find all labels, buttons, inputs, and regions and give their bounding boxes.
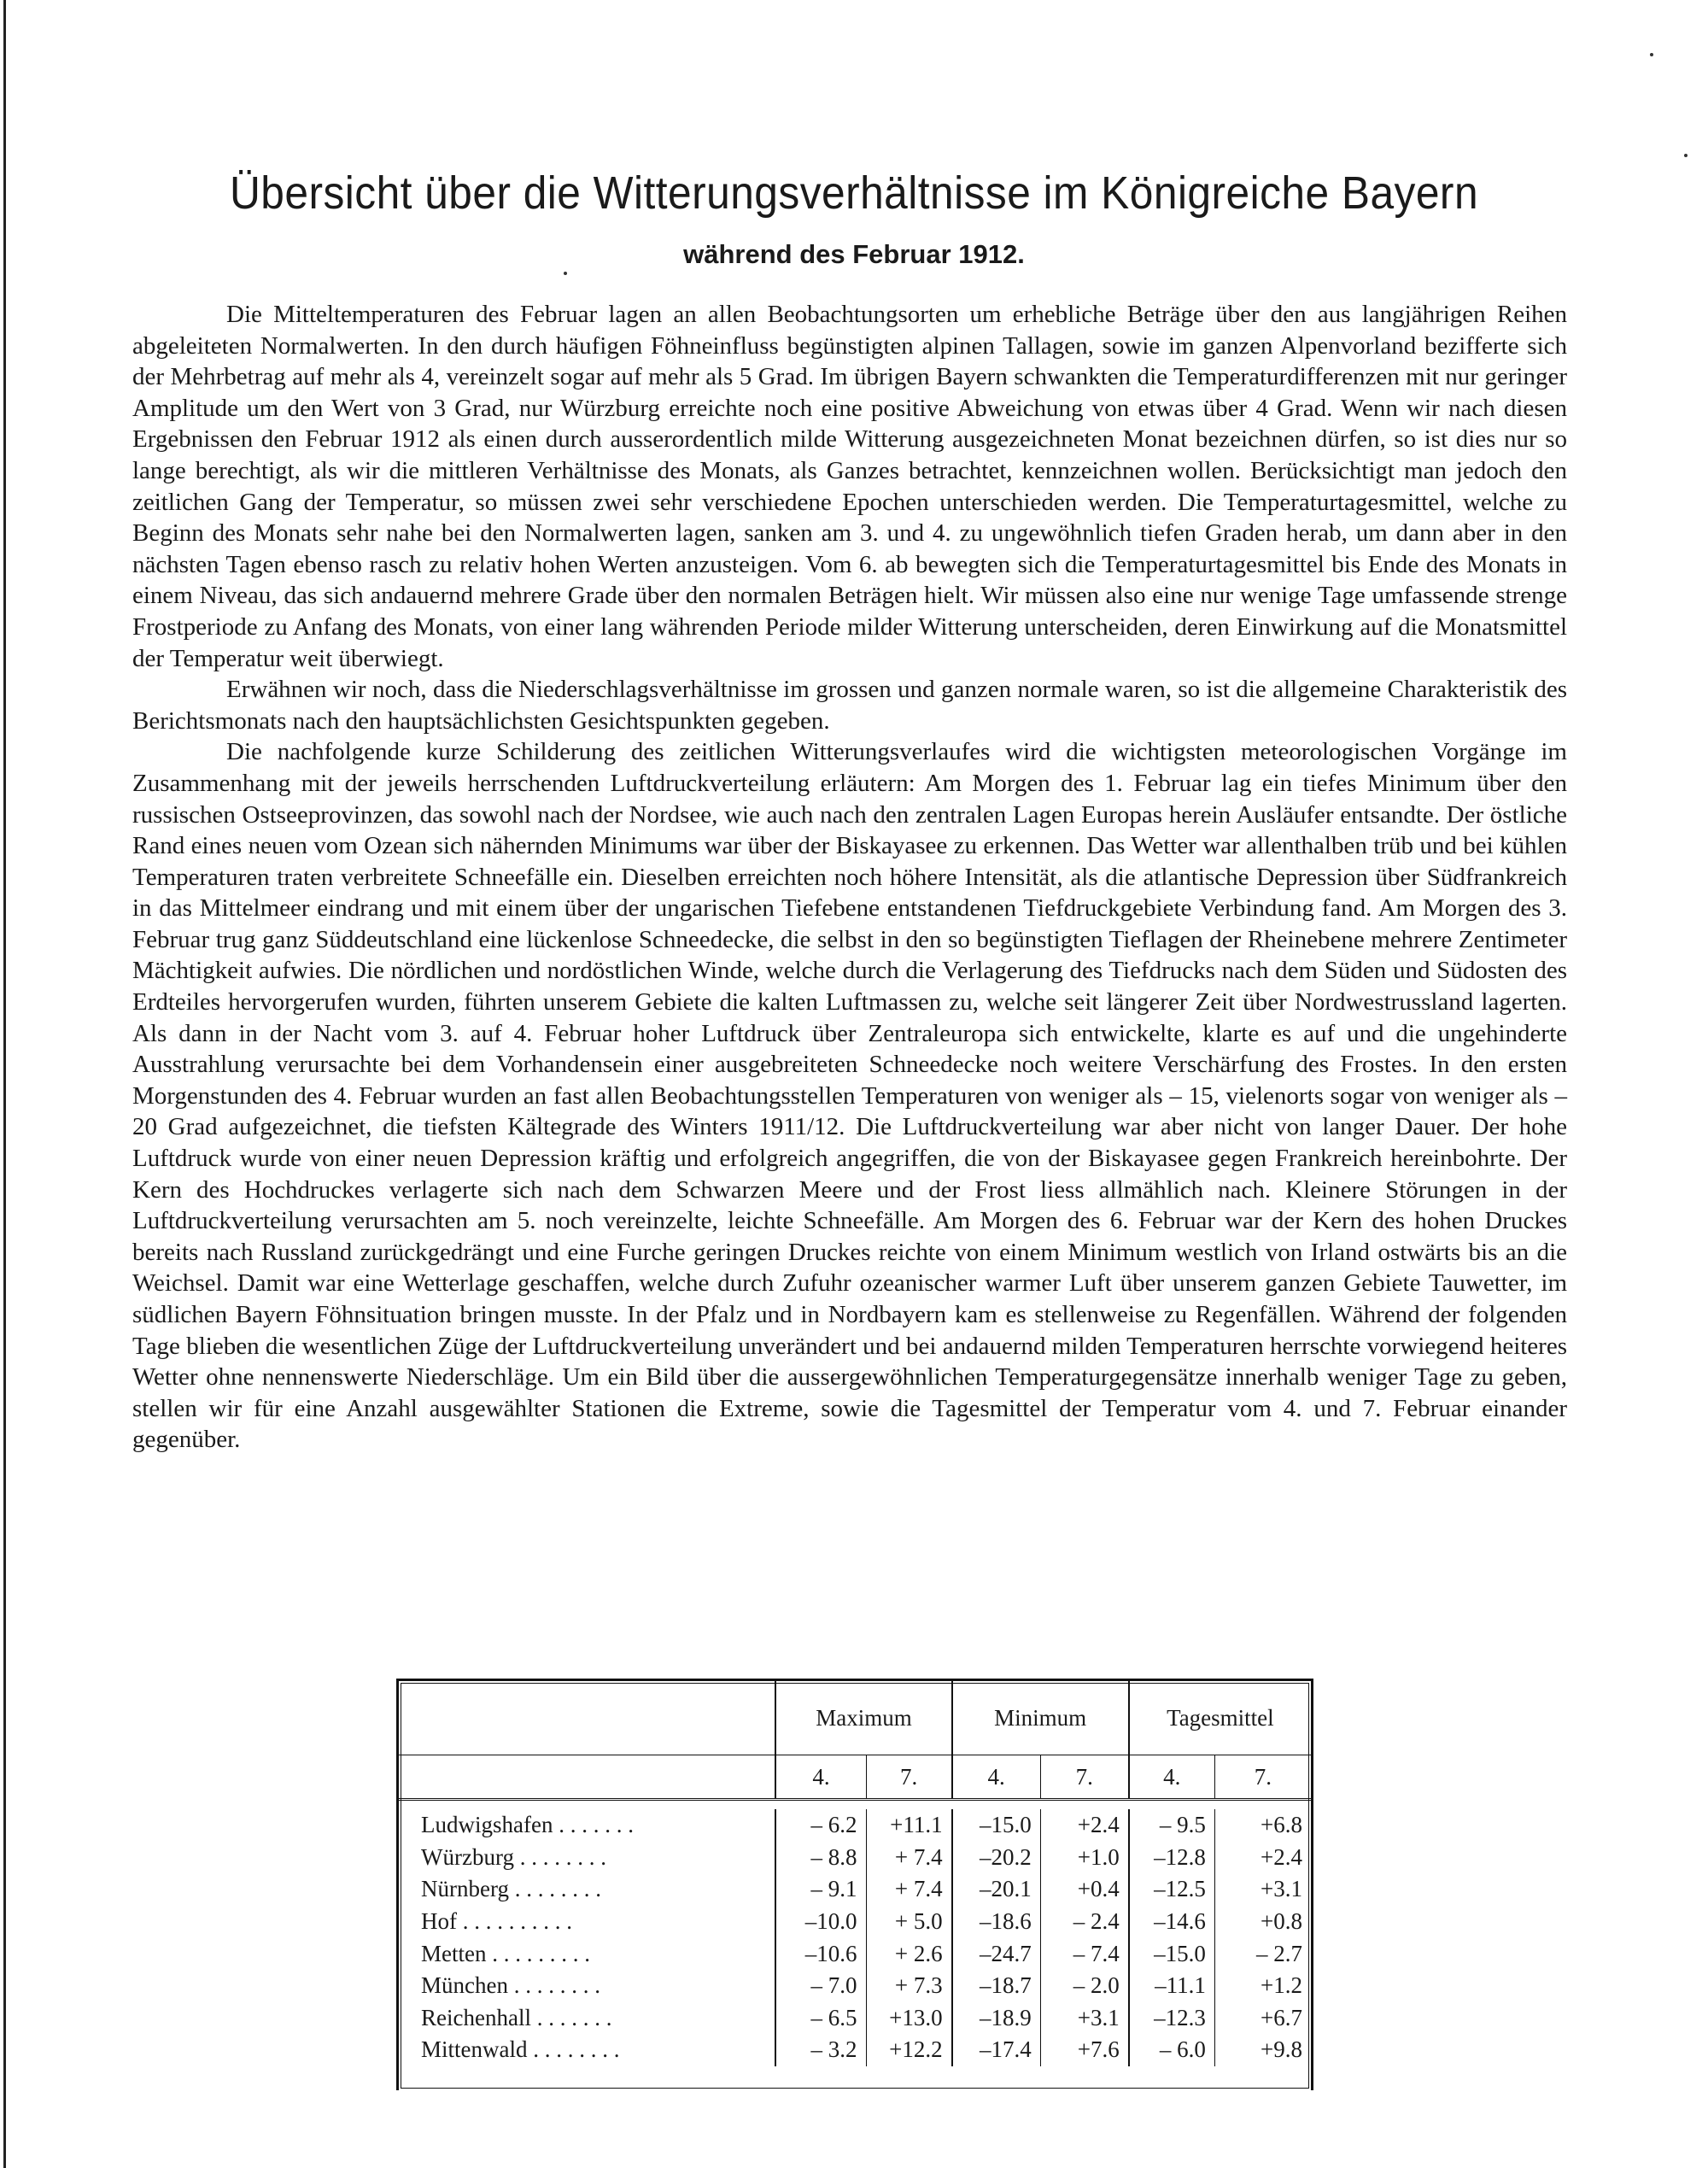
max-day4: – 3.2 bbox=[775, 2034, 866, 2066]
station-name: Mittenwald . . . . . . . . bbox=[421, 2036, 620, 2063]
page-subtitle: während des Februar 1912. bbox=[683, 239, 1025, 269]
table-row bbox=[399, 2034, 1311, 2066]
min-day4: –17.4 bbox=[952, 2034, 1041, 2066]
mean-day7: +6.7 bbox=[1214, 2002, 1311, 2035]
max-day7: + 7.4 bbox=[866, 1842, 952, 1874]
day-7-header: 7. bbox=[1214, 1755, 1311, 1800]
scan-speck bbox=[564, 272, 567, 275]
max-day7: +13.0 bbox=[866, 2002, 952, 2035]
min-day4: –15.0 bbox=[952, 1809, 1041, 1842]
page-title: Übersicht über die Witterungsverhältnisse im Königreiche Bayern bbox=[229, 167, 1479, 219]
mean-day4: –12.5 bbox=[1129, 1873, 1215, 1906]
min-day7: – 2.4 bbox=[1040, 1906, 1129, 1938]
mean-day4: – 9.5 bbox=[1129, 1809, 1215, 1842]
day-7-header: 7. bbox=[1040, 1755, 1129, 1800]
paragraph-temperature: Die Mitteltemperaturen des Februar lagen an allen Beobachtungsorten um erhebliche Beträge über den aus langjährigen Reihen abgeleiteten Normalwerten. In den durch häufigen Föhneinfluss begünstigten alpinen Tallagen, sowie im ganzen Alpenvorland bezifferte sich der Mehrbetrag auf mehr als 4, vereinzelt sogar auf mehr als 5 Grad. Im übrigen Bayern schwankten die Temperaturdifferenzen mit nur geringer Amplitude um den Wert von 3 Grad, nur Würzburg erreichte noch eine positive Abweichung von etwas über 4 Grad. Wenn wir nach diesen Ergebnissen den Februar 1912 als einen durch ausserordentlich milde Witterung ausgezeichneten Monat bezeichnen dürfen, so ist dies nur so lange berechtigt, als wir die mittleren Verhältnisse des Monats, als Ganzes betrachtet, kennzeichnen wollen. Berücksichtigt man jedoch den zeitlichen Gang der Temperatur, so müssen zwei sehr verschiedene Epochen unterschieden werden. Die Temperaturtagesmittel, welche zu Beginn des Monats sehr nahe bei den Normalwerten lagen, sanken am 3. und 4. zu ungewöhnlich tiefen Graden herab, um dann aber in den nächsten Tagen ebenso rasch zu relativ hohen Werten anzusteigen. Vom 6. ab bewegten sich die Temperaturtagesmittel bis Ende des Monats in einem Niveau, das sich andauernd mehrere Grade über den normalen Beträgen hielt. Wir müssen also eine nur wenige Tage umfassende strenge Frostperiode zu Anfang des Monats, von einer lang währenden Periode milder Witterung unterscheiden, deren Einwirkung auf die Monatsmittel der Temperatur weit überwiegt. bbox=[132, 301, 1567, 672]
mean-day7: +9.8 bbox=[1214, 2034, 1311, 2066]
max-day4: –10.6 bbox=[775, 1937, 866, 1970]
paragraph-weather-course: Die nachfolgende kurze Schilderung des zeitlichen Witterungsverlaufes wird die wichtigsten meteorologischen Vorgänge im Zusammenhang mit der jeweils herrschenden Luftdruckverteilung erläutern: Am Morgen des 1. Februar lag ein tiefes Minimum über den russischen Ostseeprovinzen, das sowohl nach der Nordsee, wie auch nach den zentralen Lagen Europas herein Ausläufer entsandte. Der östliche Rand eines neuen vom Ozean sich nähernden Minimums war über der Biskayasee zu erkennen. Das Wetter war allenthalben trüb und bei kühlen Temperaturen traten verbreitete Schneefälle ein. Dieselben erreichten noch höhere Intensität, als die atlantische Depression über Südfrankreich in das Mittelmeer eindrang und mit einem über der ungarischen Tiefebene entstandenen Tiefdruckgebiete Verbindung fand. Am Morgen des 3. Februar trug ganz Süddeutschland eine lückenlose Schneedecke, die selbst in den so begünstigten Tieflagen der Rheinebene mehrere Zentimeter Mächtigkeit aufwies. Die nördlichen und nordöstlichen Winde, welche durch die Verlagerung des Tiefdrucks nach dem Süden und Südosten des Erdteiles hervorgerufen wurden, führten unserem Gebiete die kalten Luftmassen zu, welche seit längerer Zeit über Nordwestrussland lagerten. Als dann in der Nacht vom 3. auf 4. Februar hoher Luftdruck über Zentraleuropa sich entwickelte, klarte es auf und die ungehinderte Ausstrahlung verursachte bei dem Vorhandensein einer ausgebreiteten Schneedecke noch weitere Verschärfung des Frostes. In den ersten Morgenstunden des 4. Februar wurden an fast allen Beobachtungsstellen Temperaturen von weniger als – 15, vielenorts sogar von weniger als – 20 Grad aufgezeichnet, die tiefsten Kältegrade des Winters 1911/12. Die Luftdruckverteilung war aber nicht von langer Dauer. Der hohe Luftdruck wurde von einer neuen Depression kräftig und erfolgreich angegriffen, die von der Biskayasee gegen Frankreich hereinbohrte. Der Kern des Hochdruckes verlagerte sich nach dem Schwarzen Meere und der Frost liess allmählich nach. Kleinere Störungen in der Luftdruckverteilung verursachten am 5. noch vereinzelte, leichte Schneefälle. Am Morgen des 6. Februar war der Kern des hohen Druckes bereits nach Russland zurückgedrängt und eine Furche geringen Druckes reichte von einem Minimum westlich von Irland ostwärts bis an die Weichsel. Damit war eine Wetterlage geschaffen, welche durch Zufuhr ozeanischer warmer Luft über unserem ganzen Gebiete Tauwetter, im südlichen Bayern Föhnsituation bringen musste. In der Pfalz und in Nordbayern kam es stellenweise zu Regenfällen. Während der folgenden Tage blieben die wesentlichen Züge der Luftdruckverteilung unverändert und bei andauernd milden Temperaturen herrschte vorwiegend heiteres Wetter ohne nennenswerte Niederschläge. Um ein Bild über die aussergewöhnlichen Temperaturgegensätze innerhalb weniger Tage zu geben, stellen wir für eine Anzahl ausgewählter Stationen die Extreme, sowie die Tagesmittel der Temperatur vom 4. und 7. Februar einander gegenüber. bbox=[132, 738, 1567, 1454]
maximum-header: Maximum bbox=[775, 1681, 951, 1755]
min-day7: +7.6 bbox=[1040, 2034, 1129, 2066]
station-name: München . . . . . . . . bbox=[421, 1972, 600, 1999]
max-day4: – 7.0 bbox=[775, 1970, 866, 2002]
min-day7: – 7.4 bbox=[1040, 1937, 1129, 1970]
table-row bbox=[399, 2002, 1311, 2035]
station-name: Reichenhall . . . . . . . bbox=[421, 2004, 612, 2030]
mean-day4: –15.0 bbox=[1129, 1937, 1215, 1970]
mean-day7: – 2.7 bbox=[1214, 1937, 1311, 1970]
min-day7: +1.0 bbox=[1040, 1842, 1129, 1874]
max-day7: + 2.6 bbox=[866, 1937, 952, 1970]
table-row bbox=[399, 1937, 1311, 1970]
table-row bbox=[399, 1970, 1311, 2002]
station-header bbox=[399, 1681, 775, 1755]
station-name: Ludwigshafen . . . . . . . bbox=[421, 1812, 634, 1838]
station-subheader bbox=[399, 1755, 775, 1800]
max-day7: + 7.3 bbox=[866, 1970, 952, 2002]
mean-day7: +6.8 bbox=[1214, 1809, 1311, 1842]
max-day7: +11.1 bbox=[866, 1809, 952, 1842]
day-4-header: 4. bbox=[952, 1755, 1041, 1800]
max-day4: – 6.5 bbox=[775, 2002, 866, 2035]
max-day7: + 5.0 bbox=[866, 1906, 952, 1938]
scan-speck bbox=[1684, 154, 1688, 157]
mean-header: Tagesmittel bbox=[1129, 1681, 1311, 1755]
mean-day7: +3.1 bbox=[1214, 1873, 1311, 1906]
min-day4: –20.1 bbox=[952, 1873, 1041, 1906]
max-day4: –10.0 bbox=[775, 1906, 866, 1938]
min-day7: +3.1 bbox=[1040, 2002, 1129, 2035]
max-day7: + 7.4 bbox=[866, 1873, 952, 1906]
station-name: Metten . . . . . . . . . bbox=[421, 1940, 590, 1966]
min-day7: +0.4 bbox=[1040, 1873, 1129, 1906]
max-day4: – 6.2 bbox=[775, 1809, 866, 1842]
mean-day7: +2.4 bbox=[1214, 1842, 1311, 1874]
min-day7: – 2.0 bbox=[1040, 1970, 1129, 2002]
temperature-table bbox=[396, 1679, 1313, 2090]
report-body bbox=[132, 299, 1567, 1456]
station-name: Hof . . . . . . . . . . bbox=[421, 1908, 572, 1935]
day-7-header: 7. bbox=[866, 1755, 952, 1800]
paragraph-precipitation: Erwähnen wir noch, dass die Niederschlagsverhältnisse im grossen und ganzen normale waren, so ist die allgemeine Charakteristik des Berichtsmonats nach den hauptsächlichsten Gesichtspunkten gegeben. bbox=[132, 676, 1567, 735]
station-name: Würzburg . . . . . . . . bbox=[421, 1843, 606, 1870]
mean-day4: –12.8 bbox=[1129, 1842, 1215, 1874]
mean-day4: – 6.0 bbox=[1129, 2034, 1215, 2066]
minimum-header: Minimum bbox=[952, 1681, 1129, 1755]
min-day7: +2.4 bbox=[1040, 1809, 1129, 1842]
min-day4: –24.7 bbox=[952, 1937, 1041, 1970]
mean-day4: –14.6 bbox=[1129, 1906, 1215, 1938]
min-day4: –18.6 bbox=[952, 1906, 1041, 1938]
table-row bbox=[399, 1873, 1311, 1906]
table-row bbox=[399, 1842, 1311, 1874]
mean-day4: –11.1 bbox=[1129, 1970, 1215, 2002]
min-day4: –18.7 bbox=[952, 1970, 1041, 2002]
mean-day7: +1.2 bbox=[1214, 1970, 1311, 2002]
max-day4: – 8.8 bbox=[775, 1842, 866, 1874]
mean-day4: –12.3 bbox=[1129, 2002, 1215, 2035]
page-edge-line bbox=[3, 0, 6, 2168]
mean-day7: +0.8 bbox=[1214, 1906, 1311, 1938]
day-4-header: 4. bbox=[1129, 1755, 1215, 1800]
max-day7: +12.2 bbox=[866, 2034, 952, 2066]
table-row bbox=[399, 1906, 1311, 1938]
max-day4: – 9.1 bbox=[775, 1873, 866, 1906]
day-4-header: 4. bbox=[775, 1755, 866, 1800]
table-row bbox=[399, 1809, 1311, 1842]
station-name: Nürnberg . . . . . . . . bbox=[421, 1876, 601, 1902]
min-day4: –18.9 bbox=[952, 2002, 1041, 2035]
scan-speck bbox=[1650, 53, 1653, 56]
min-day4: –20.2 bbox=[952, 1842, 1041, 1874]
